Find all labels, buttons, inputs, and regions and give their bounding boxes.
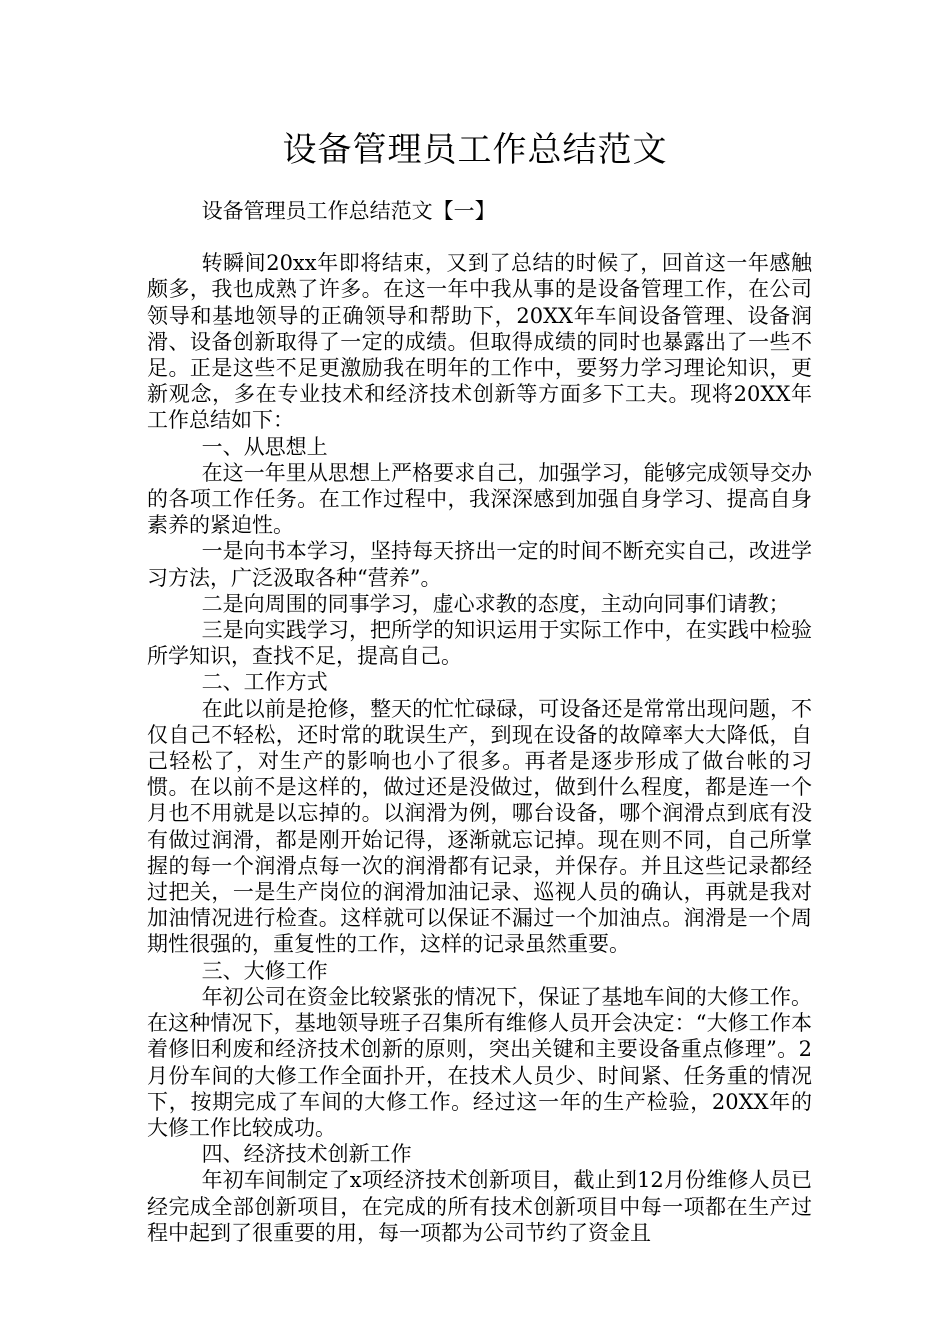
paragraph-intro: 转瞬间20xx年即将结束，又到了总结的时候了，回首这一年感触颇多，我也成熟了许多。在这一年中我从事的是设备管理工作，在公司领导和基地领导的正确领导和帮助下，20XX年车间设备管理、设备润滑、设备创新取得了一定的成绩。但取得成绩的同时也暴露出了一些不足。正是这些不足更激励我在明年的工作中，要努力学习理论知识，更新观念，多在专业技术和经济技术创新等方面多下工夫。现将20XX年工作总结如下： xyxy=(147,251,812,433)
paragraph: 年初车间制定了x项经济技术创新项目，截止到12月份维修人员已经完成全部创新项目，在完成的所有技术创新项目中每一项都在生产过程中起到了很重要的用，每一项都为公司节约了资金且 xyxy=(147,1168,812,1245)
paragraph: 二是向周围的同事学习，虚心求教的态度，主动向同事们请教； xyxy=(201,591,790,616)
section-heading-2: 二、工作方式 xyxy=(201,670,328,695)
section-heading-4: 四、经济技术创新工作 xyxy=(201,1142,412,1167)
document-subtitle: 设备管理员工作总结范文【一】 xyxy=(201,199,496,223)
paragraph: 年初公司在资金比较紧张的情况下，保证了基地车间的大修工作。在这种情况下，基地领导班子召集所有维修人员开会决定：“大修工作本着修旧利废和经济技术创新的原则，突出关键和主要设备重点修理”。2月份车间的大修工作全面扑开，在技术人员少、时间紧、任务重的情况下，按期完成了车间的大修工作。经过这一年的生产检验，20XX年的大修工作比较成功。 xyxy=(147,984,812,1140)
paragraph: 在这一年里从思想上严格要求自己，加强学习，能够完成领导交办的各项工作任务。在工作过程中，我深深感到加强自身学习、提高自身素养的紧迫性。 xyxy=(147,460,812,538)
paragraph: 一是向书本学习，坚持每天挤出一定的时间不断充实自己，改进学习方法，广泛汲取各种“营养”。 xyxy=(147,539,812,590)
document-title: 设备管理员工作总结范文 xyxy=(282,130,668,170)
paragraph: 三是向实践学习，把所学的知识运用于实际工作中，在实践中检验所学知识，查找不足，提高自己。 xyxy=(147,618,812,669)
document-body xyxy=(147,198,812,1246)
section-heading-1: 一、从思想上 xyxy=(201,434,328,459)
section-heading-3: 三、大修工作 xyxy=(201,958,328,983)
paragraph: 在此以前是抢修，整天的忙忙碌碌，可设备还是常常出现问题，不仅自己不轻松，还时常的耽误生产，到现在设备的故障率大大降低，自己轻松了，对生产的影响也小了很多。再者是逐步形成了做台帐的习惯。在以前不是这样的，做过还是没做过，做到什么程度，都是连一个月也不用就是以忘掉的。以润滑为例，哪台设备，哪个润滑点到底有没有做过润滑，都是刚开始记得，逐渐就忘记掉。现在则不同，自己所掌握的每一个润滑点每一次的润滑都有记录，并保存。并且这些记录都经过把关，一是生产岗位的润滑加油记录、巡视人员的确认，再就是我对加油情况进行检查。这样就可以保证不漏过一个加油点。润滑是一个周期性很强的，重复性的工作，这样的记录虽然重要。 xyxy=(147,696,812,957)
